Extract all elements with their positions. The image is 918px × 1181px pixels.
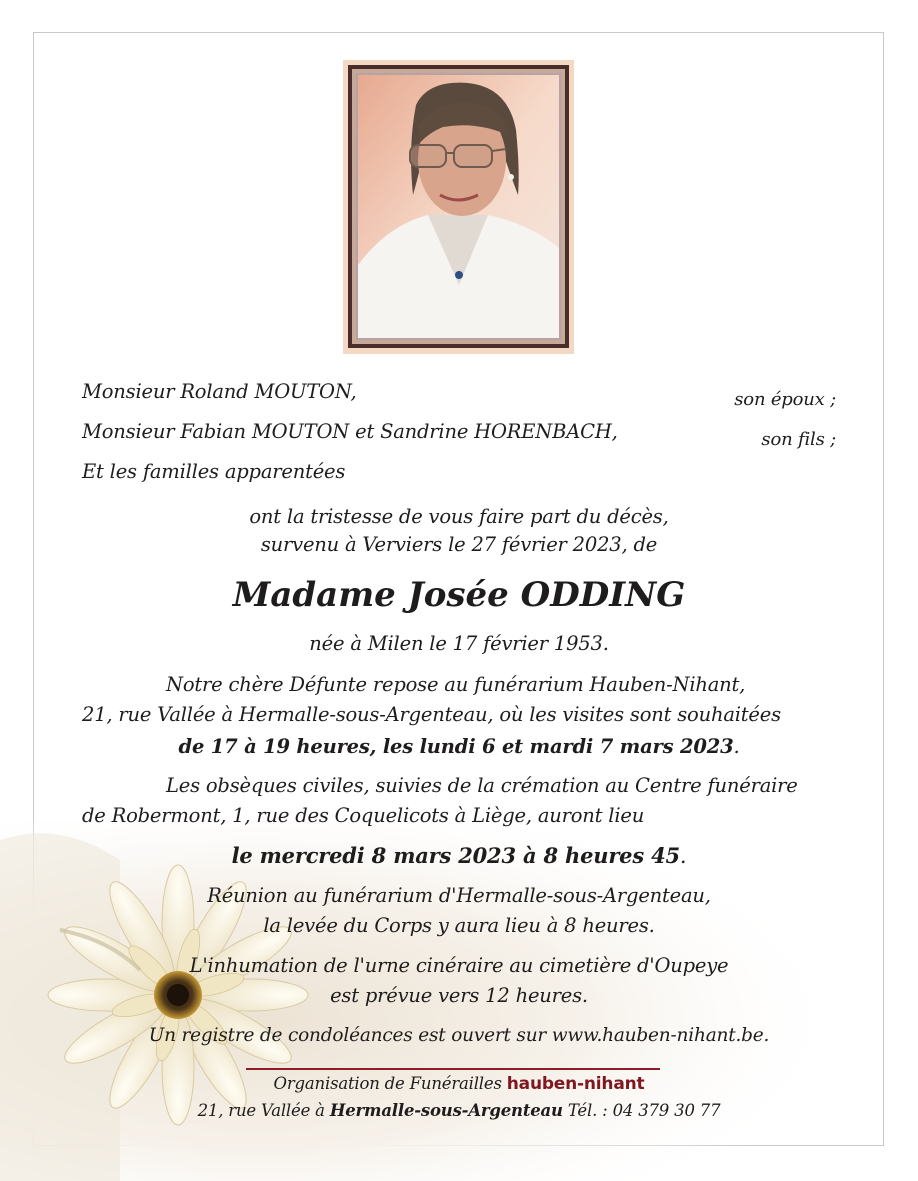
ceremony-date: le mercredi 8 mars 2023 à 8 heures 45 [231, 843, 680, 868]
meeting-line-1: Réunion au funérarium d'Hermalle-sous-Argenteau, [207, 884, 711, 907]
burial-line-2: est prévue vers 12 heures. [330, 984, 588, 1007]
footer-divider [246, 1068, 660, 1070]
family-role-2: son fils ; [761, 429, 836, 450]
portrait-frame [343, 60, 574, 354]
deceased-name: Madame Josée ODDING [232, 575, 686, 615]
condolence-register: Un registre de condoléances est ouvert sur www.hauben-nihant.be. [148, 1025, 770, 1046]
family-role-1: son époux ; [734, 389, 836, 410]
visits-line-2: 21, rue Vallée à Hermalle-sous-Argenteau, où les visites sont souhaitées [82, 703, 781, 726]
burial-line-1: L'inhumation de l'urne cinéraire au cimetière d'Oupeye [189, 954, 729, 977]
ceremony-line-2: de Robermont, 1, rue des Coquelicots à Liège, auront lieu [82, 804, 645, 827]
birth-info: née à Milen le 17 février 1953. [309, 632, 609, 655]
portrait-photo [358, 75, 561, 340]
visits-line-1: Notre chère Défunte repose au funérarium Hauben-Nihant, [166, 673, 746, 696]
phone-number: Tél. : 04 379 30 77 [562, 1101, 721, 1120]
meeting-line-2: la levée du Corps y aura lieu à 8 heures. [263, 914, 655, 937]
footer-address [0, 1101, 918, 1120]
ceremony-period: . [679, 844, 687, 868]
announcement-line-2: survenu à Verviers le 27 février 2023, de [260, 533, 658, 556]
ceremony-date-line [0, 843, 918, 868]
ceremony-line-1: Les obsèques civiles, suivies de la crémation au Centre funéraire [166, 774, 798, 797]
family-line-3: Et les familles apparentées [82, 460, 346, 483]
visits-line-3 [0, 735, 918, 758]
visits-dates: de 17 à 19 heures, les lundi 6 et mardi 7 mars 2023 [178, 735, 734, 758]
family-line-2: Monsieur Fabian MOUTON et Sandrine HORENBACH, [82, 420, 618, 443]
family-line-1: Monsieur Roland MOUTON, [82, 380, 357, 403]
footer-organisation [0, 1074, 918, 1094]
organisation-label: Organisation de Funérailles [273, 1074, 507, 1093]
announcement-line-1: ont la tristesse de vous faire part du décès, [249, 505, 669, 528]
brand-logo: hauben-nihant [506, 1074, 645, 1094]
visits-period: . [733, 735, 740, 758]
address-city: Hermalle-sous-Argenteau [329, 1101, 563, 1120]
address-street: 21, rue Vallée à [197, 1101, 330, 1120]
